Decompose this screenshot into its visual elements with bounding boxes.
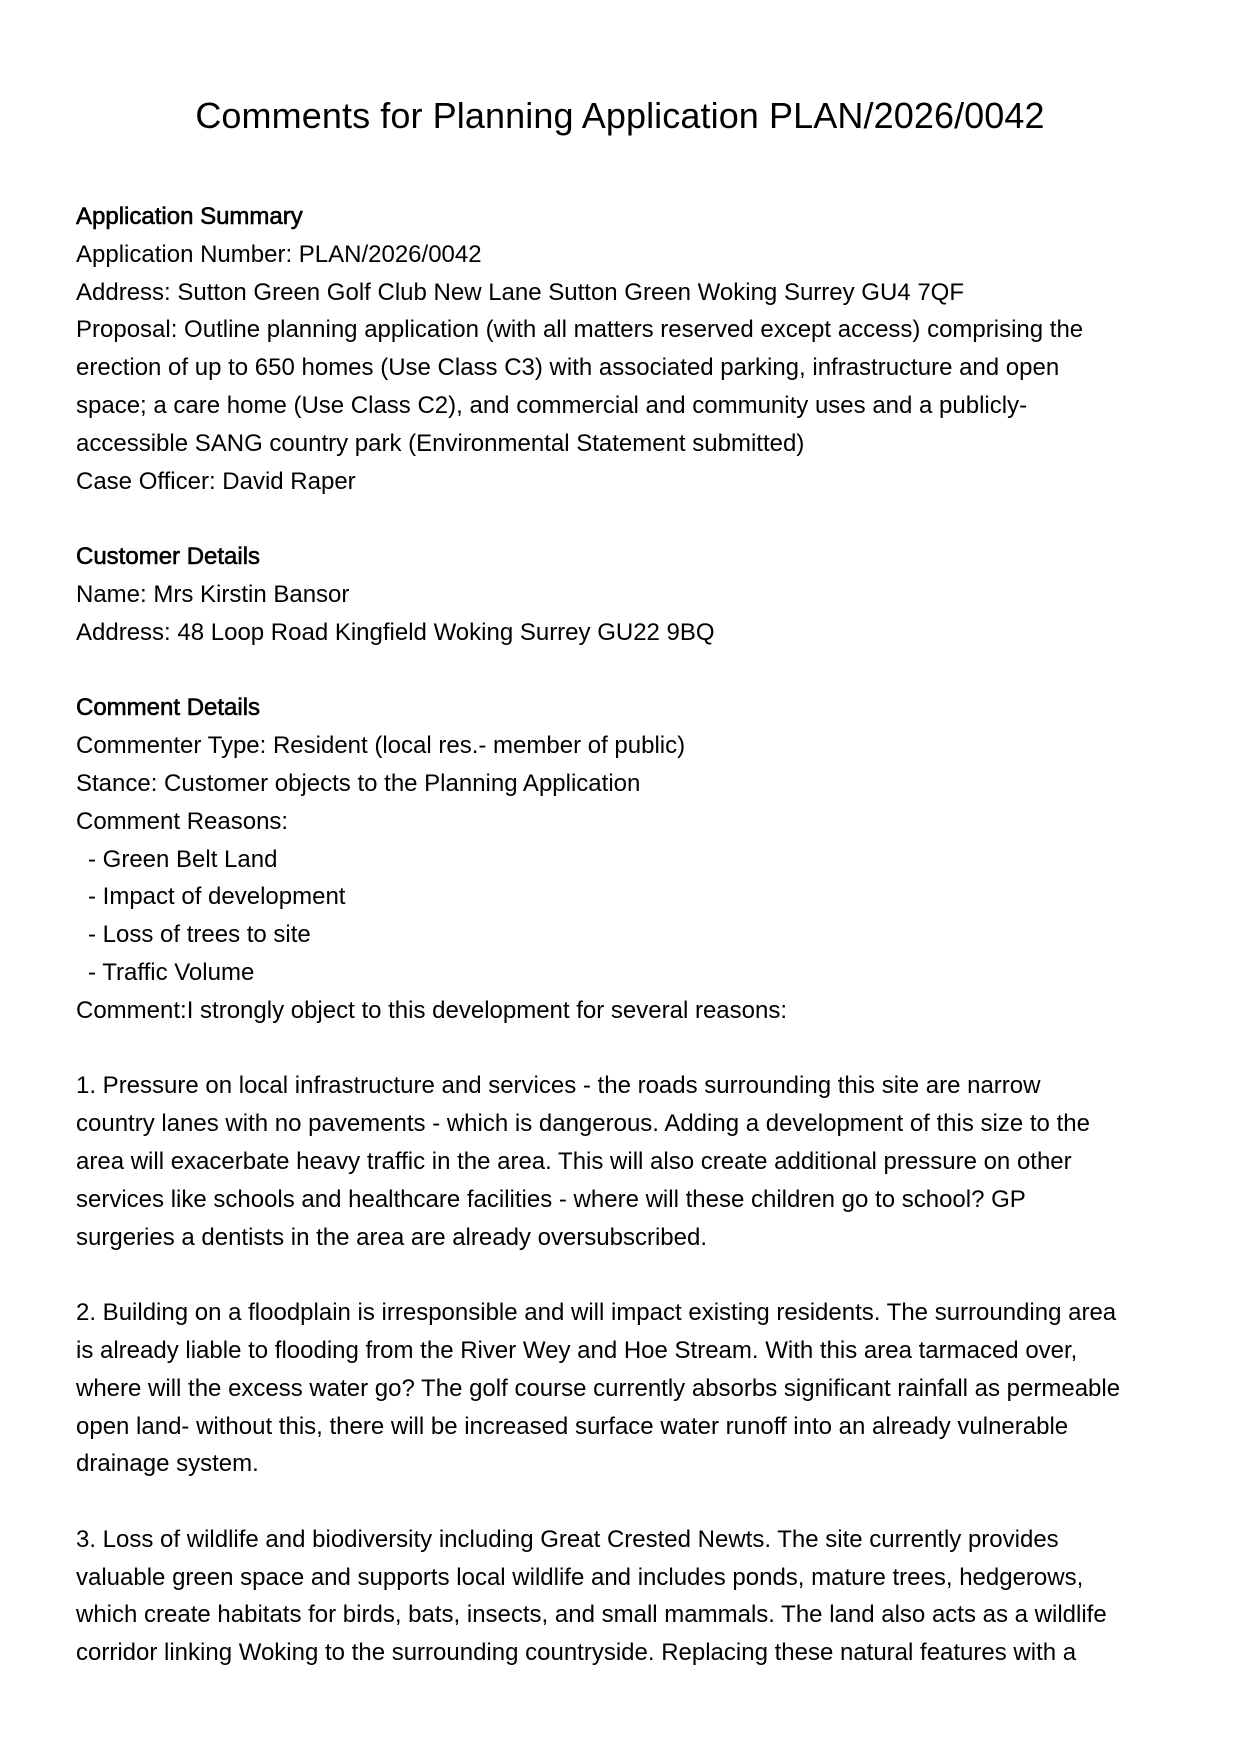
case-officer: Case Officer: David Raper [76, 467, 356, 495]
paragraph-line: which create habitats for birds, bats, insects, and small mammals. The land also acts as a wildlife [76, 1601, 1107, 1629]
comment-details-heading: Comment Details [76, 694, 261, 722]
paragraph-line: country lanes with no pavements - which is dangerous. Adding a development of this size to the [76, 1110, 1090, 1138]
comment-intro: Comment:I strongly object to this development for several reasons: [76, 996, 787, 1024]
document-body [76, 198, 1176, 1672]
proposal-line: Proposal: Outline planning application (with all matters reserved except access) comprising the [76, 316, 1084, 344]
customer-details-section [76, 538, 1176, 651]
stance: Stance: Customer objects to the Planning Application [76, 769, 641, 797]
proposal-line: erection of up to 650 homes (Use Class C3) with associated parking, infrastructure and open [76, 354, 1060, 382]
proposal-line: accessible SANG country park (Environmental Statement submitted) [76, 429, 805, 457]
comment-paragraph-2 [76, 1294, 1176, 1483]
comment-reasons-label: Comment Reasons: [76, 807, 289, 835]
application-summary-section [76, 198, 1176, 500]
comment-reason-item: - Traffic Volume [88, 958, 255, 986]
paragraph-line: drainage system. [76, 1450, 259, 1478]
customer-name: Name: Mrs Kirstin Bansor [76, 580, 350, 608]
comment-reason-item: - Green Belt Land [88, 845, 278, 873]
paragraph-line: 2. Building on a floodplain is irresponsible and will impact existing residents. The surrounding area [76, 1299, 1117, 1327]
proposal-line: space; a care home (Use Class C2), and commercial and community uses and a publicly- [76, 391, 1028, 419]
paragraph-spacer [76, 1256, 1176, 1294]
paragraph-line: where will the excess water go? The golf course currently absorbs significant rainfall as permeable [76, 1374, 1121, 1402]
paragraph-line: open land- without this, there will be increased surface water runoff into an already vulnerable [76, 1412, 1069, 1440]
comment-reason-item: - Loss of trees to site [88, 921, 311, 949]
section-spacer [76, 500, 1176, 538]
paragraph-line: is already liable to flooding from the River Wey and Hoe Stream. With this area tarmaced over, [76, 1336, 1078, 1364]
commenter-type: Commenter Type: Resident (local res.- member of public) [76, 732, 686, 760]
application-summary-heading: Application Summary [76, 203, 303, 230]
application-number: Application Number: PLAN/2026/0042 [76, 240, 482, 268]
paragraph-line: 1. Pressure on local infrastructure and services - the roads surrounding this site are narrow [76, 1072, 1041, 1100]
paragraph-line: valuable green space and supports local wildlife and includes ponds, mature trees, hedgerows, [76, 1563, 1084, 1591]
customer-address: Address: 48 Loop Road Kingfield Woking Surrey GU22 9BQ [76, 618, 715, 646]
page-title: Comments for Planning Application PLAN/2026/0042 [195, 95, 1045, 136]
paragraph-line: surgeries a dentists in the area are already oversubscribed. [76, 1223, 708, 1251]
comment-paragraph-3 [76, 1521, 1176, 1672]
paragraph-line: corridor linking Woking to the surrounding countryside. Replacing these natural features with a [76, 1639, 1077, 1667]
paragraph-spacer [76, 1030, 1176, 1068]
application-address: Address: Sutton Green Golf Club New Lane Sutton Green Woking Surrey GU4 7QF [76, 278, 964, 306]
paragraph-line: area will exacerbate heavy traffic in the area. This will also create additional pressure on other [76, 1147, 1072, 1175]
paragraph-line: 3. Loss of wildlife and biodiversity including Great Crested Newts. The site currently provides [76, 1525, 1059, 1553]
comment-paragraph-1 [76, 1067, 1176, 1256]
comment-reason-item: - Impact of development [88, 883, 346, 911]
comment-details-section [76, 689, 1176, 1672]
customer-details-heading: Customer Details [76, 543, 261, 571]
paragraph-spacer [76, 1483, 1176, 1521]
paragraph-line: services like schools and healthcare facilities - where will these children go to school? GP [76, 1185, 1026, 1213]
section-spacer [76, 652, 1176, 690]
